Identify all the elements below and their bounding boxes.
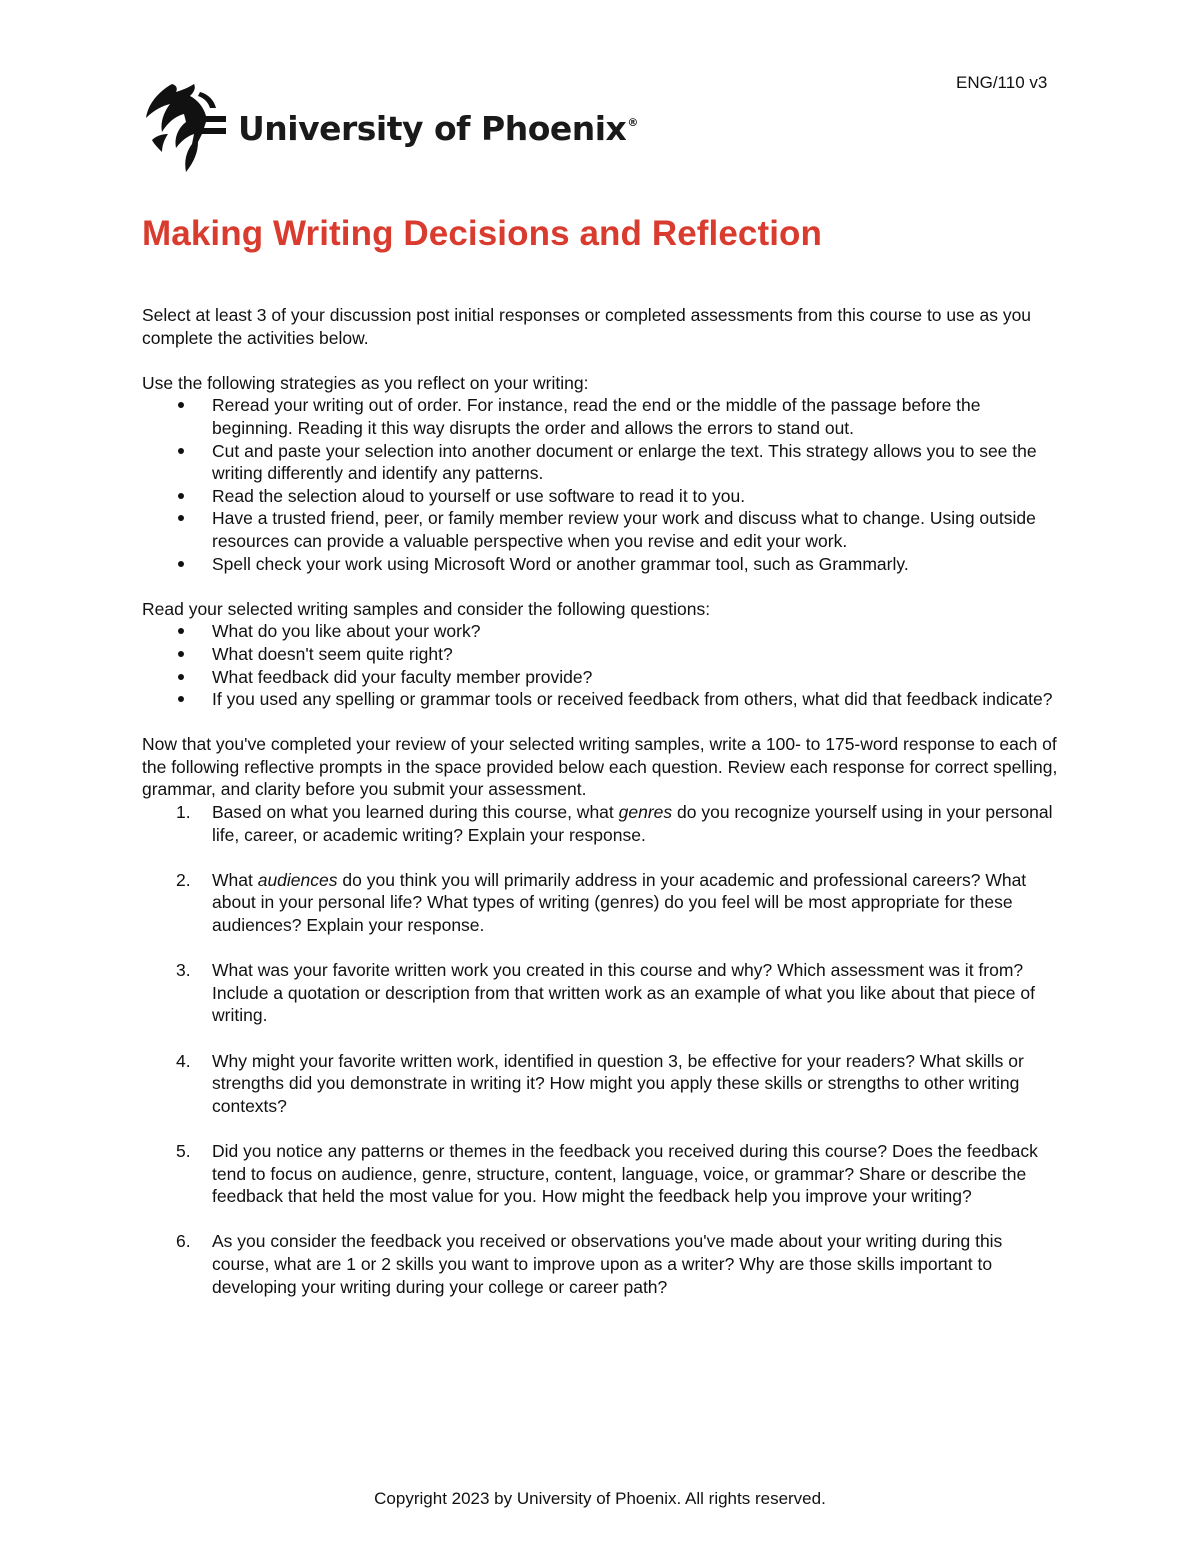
prompt-item bbox=[142, 1230, 1062, 1298]
document-body bbox=[142, 304, 1062, 1321]
prompt-number: 6. bbox=[176, 1231, 191, 1252]
list-item bbox=[142, 643, 1062, 666]
list-item bbox=[142, 666, 1062, 689]
list-item-text: Cut and paste your selection into another document or enlarge the text. This strategy allows you to see the writing differently and identify any patterns. bbox=[212, 440, 1037, 484]
list-item bbox=[142, 553, 1062, 576]
logo-wordmark bbox=[238, 109, 638, 148]
prompt-item bbox=[142, 959, 1062, 1027]
list-item-text: Read the selection aloud to yourself or use software to read it to you. bbox=[212, 485, 746, 506]
bullet-icon bbox=[178, 628, 184, 634]
list-item bbox=[142, 620, 1062, 643]
bullet-icon bbox=[178, 448, 184, 454]
list-item-text: If you used any spelling or grammar tools or received feedback from others, what did that feedback indicate? bbox=[212, 689, 1053, 710]
list-item bbox=[142, 485, 1062, 508]
prompt-number: 1. bbox=[176, 802, 191, 823]
list-item-text: Have a trusted friend, peer, or family member review your work and discuss what to change. Using outside resources can provide a valuable perspective when you revise and edit your work. bbox=[212, 508, 1036, 551]
prompt-emphasis: genres bbox=[618, 802, 673, 823]
bullet-icon bbox=[178, 674, 184, 680]
prompt-text: Why might your favorite written work, identified in question 3, be effective for your readers? What skills or strengths did you demonstrate in writing it? How might you apply these skills or strengths to other writing contexts? bbox=[212, 1050, 1024, 1116]
prompt-text: As you consider the feedback you received or observations you've made about your writing during this course, what are 1 or 2 skills you want to improve upon as a writer? Why are those skills important to developing your writing during your college or career path? bbox=[212, 1231, 1003, 1297]
phoenix-bird-icon bbox=[142, 82, 228, 174]
prompts-lead: Now that you've completed your review of your selected writing samples, write a 100- to 175-word response to each of the following reflective prompts in the space provided below each question. Review each response for correct spelling, grammar, and clarity before you submit your assessment. bbox=[142, 734, 1058, 800]
questions-list bbox=[142, 620, 1062, 710]
bullet-icon bbox=[178, 493, 184, 499]
page-title: Making Writing Decisions and Reflection bbox=[142, 214, 823, 253]
bullet-icon bbox=[178, 515, 184, 521]
list-item-text: What do you like about your work? bbox=[212, 621, 481, 642]
list-item bbox=[142, 688, 1062, 711]
list-item bbox=[142, 440, 1062, 485]
bullet-icon bbox=[178, 561, 184, 567]
prompt-item bbox=[142, 869, 1062, 937]
list-item bbox=[142, 394, 1062, 439]
prompt-text: What was your favorite written work you created in this course and why? Which assessment was it from? Include a quotation or description from that written work as an example of what you like about that piece of writing. bbox=[212, 960, 1035, 1026]
strategies-list bbox=[142, 394, 1062, 575]
bullet-icon bbox=[178, 402, 184, 408]
prompt-number: 3. bbox=[176, 960, 191, 981]
prompt-emphasis: audiences bbox=[257, 869, 338, 890]
list-item-text: What feedback did your faculty member provide? bbox=[212, 666, 593, 687]
bullet-icon bbox=[178, 696, 184, 702]
prompt-text: What bbox=[212, 869, 258, 890]
registered-mark: ® bbox=[627, 115, 638, 129]
course-code: ENG/110 v3 bbox=[956, 73, 1048, 92]
prompts-list bbox=[142, 801, 1062, 1298]
list-item bbox=[142, 507, 1062, 552]
strategies-lead: Use the following strategies as you reflect on your writing: bbox=[142, 372, 589, 393]
questions-lead: Read your selected writing samples and consider the following questions: bbox=[142, 598, 711, 619]
list-item-text: What doesn't seem quite right? bbox=[212, 643, 453, 664]
intro-paragraph: Select at least 3 of your discussion post initial responses or completed assessments from this course to use as you complete the activities below. bbox=[142, 305, 1032, 348]
list-item-text: Reread your writing out of order. For instance, read the end or the middle of the passage before the beginning. Reading it this way disrupts the order and allows the errors to stand out. bbox=[212, 395, 981, 438]
prompt-number: 2. bbox=[176, 869, 191, 890]
prompt-text: do you recognize yourself using in your personal life, career, or academic writing? Explain your response. bbox=[212, 802, 1053, 845]
prompt-text: do you think you will primarily address in your academic and professional careers? What about in your personal life? What types of writing (genres) do you feel will be most appropriate for these audiences? Explain your response. bbox=[212, 869, 1027, 936]
prompt-number: 4. bbox=[176, 1050, 191, 1071]
logo-text: University of Phoenix bbox=[238, 108, 627, 148]
list-item-text: Spell check your work using Microsoft Word or another grammar tool, such as Grammarly. bbox=[212, 553, 909, 574]
prompt-item bbox=[142, 1140, 1062, 1208]
prompt-text: Did you notice any patterns or themes in the feedback you received during this course? Does the feedback tend to focus on audience, genre, structure, content, language, voice, or grammar? Share or describe the feedback that held the most value for you. How might the feedback help you improve your writing? bbox=[212, 1140, 1038, 1207]
prompt-item bbox=[142, 1050, 1062, 1118]
prompt-text: Based on what you learned during this course, what bbox=[212, 802, 619, 823]
prompt-item bbox=[142, 801, 1062, 846]
copyright-footer: Copyright 2023 by University of Phoenix. All rights reserved. bbox=[374, 1489, 826, 1508]
university-logo bbox=[142, 82, 638, 174]
prompt-number: 5. bbox=[176, 1140, 191, 1161]
bullet-icon bbox=[178, 651, 184, 657]
